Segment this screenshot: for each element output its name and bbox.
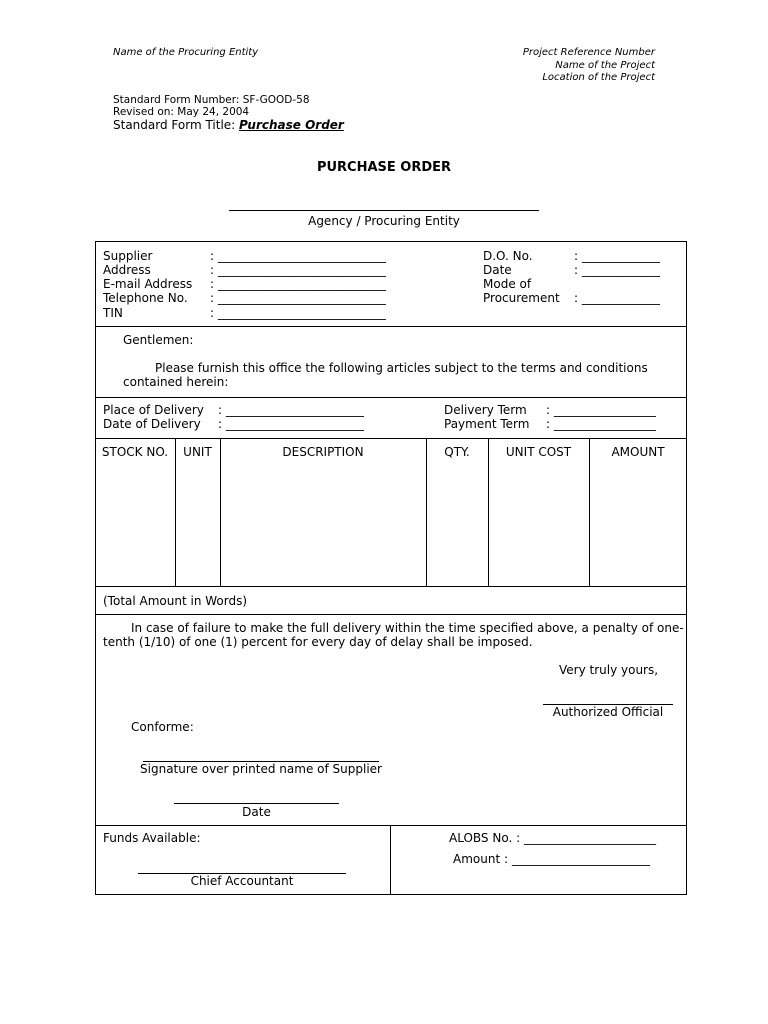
agency-caption: Agency / Procuring Entity — [308, 214, 460, 228]
total-amount-in-words-label: (Total Amount in Words) — [103, 594, 248, 608]
supplier-signature-label: Signature over printed name of Supplier — [140, 762, 382, 776]
form-title — [113, 118, 344, 132]
project-location-label: Location of the Project — [542, 72, 655, 83]
do-no-field[interactable]: : _____________ — [574, 249, 660, 263]
place-of-delivery-field[interactable]: : _______________________ — [218, 403, 364, 417]
do-no-label: D.O. No. — [483, 249, 533, 263]
divider — [95, 586, 687, 587]
column-header-amount: AMOUNT — [611, 445, 665, 459]
address-field[interactable]: : ____________________________ — [210, 263, 386, 277]
very-truly-yours: Very truly yours, — [559, 663, 659, 677]
column-divider — [426, 438, 427, 586]
date-of-delivery-field[interactable]: : _______________________ — [218, 417, 364, 431]
authorized-official-label: Authorized Official — [552, 705, 664, 719]
column-divider — [589, 438, 590, 586]
divider — [95, 825, 687, 826]
conforme-date-label: Date — [242, 805, 271, 819]
delivery-term-field[interactable]: : _________________ — [546, 403, 656, 417]
funds-available-label: Funds Available: — [103, 831, 201, 845]
payment-term-label: Payment Term — [444, 417, 530, 431]
gentlemen-label: Gentlemen: — [123, 333, 194, 347]
chief-accountant-label: Chief Accountant — [190, 874, 294, 888]
form-title-value: Purchase Order — [239, 118, 344, 132]
date-label: Date — [483, 263, 512, 277]
tin-label: TIN — [103, 306, 123, 320]
supplier-field[interactable]: : ____________________________ — [210, 249, 386, 263]
column-header-qty: QTY. — [444, 445, 470, 459]
penalty-line-2: tenth (1/10) of one (1) percent for every day of delay shall be imposed. — [103, 635, 533, 649]
column-divider — [220, 438, 221, 586]
form-number: Standard Form Number: SF-GOOD-58 — [113, 94, 310, 106]
footer-divider — [390, 825, 391, 895]
divider — [95, 397, 687, 398]
column-header-stock-no: STOCK NO. — [101, 445, 169, 459]
column-header-description: DESCRIPTION — [282, 445, 364, 459]
conforme-label: Conforme: — [131, 720, 194, 734]
instruction-line-1: Please furnish this office the following articles subject to the terms and conditions — [155, 361, 648, 375]
delivery-term-label: Delivery Term — [444, 403, 527, 417]
supplier-label: Supplier — [103, 249, 153, 263]
payment-term-field[interactable]: : _________________ — [546, 417, 656, 431]
page-title: PURCHASE ORDER — [316, 160, 452, 175]
divider — [95, 438, 687, 439]
telephone-label: Telephone No. — [103, 291, 188, 305]
form-title-label: Standard Form Title: — [113, 118, 240, 132]
project-reference-label: Project Reference Number — [522, 47, 655, 58]
conforme-date-line[interactable] — [174, 803, 339, 804]
address-label: Address — [103, 263, 151, 277]
column-divider — [488, 438, 489, 586]
telephone-field[interactable]: : ____________________________ — [210, 291, 386, 305]
procurement-label: Procurement — [483, 291, 560, 305]
alobs-no-field[interactable]: ALOBS No. : ______________________ — [449, 831, 656, 845]
penalty-line-1: In case of failure to make the full delivery within the time specified above, a penalty of one- — [131, 621, 684, 635]
revised-on: Revised on: May 24, 2004 — [113, 106, 250, 118]
instruction-line-2: contained herein: — [123, 375, 229, 389]
column-header-unit-cost: UNIT COST — [505, 445, 572, 459]
date-of-delivery-label: Date of Delivery — [103, 417, 201, 431]
date-field[interactable]: : _____________ — [574, 263, 660, 277]
column-header-unit: UNIT — [183, 445, 212, 459]
project-name-label: Name of the Project — [555, 60, 655, 71]
email-label: E-mail Address — [103, 277, 193, 291]
email-field[interactable]: : ____________________________ — [210, 277, 386, 291]
agency-line — [229, 210, 539, 211]
divider — [95, 326, 687, 327]
tin-field[interactable]: : ____________________________ — [210, 306, 386, 320]
place-of-delivery-label: Place of Delivery — [103, 403, 204, 417]
divider — [95, 614, 687, 615]
footer-amount-field[interactable]: Amount : _______________________ — [453, 852, 650, 866]
procurement-field[interactable]: : _____________ — [574, 291, 660, 305]
procuring-entity-label: Name of the Procuring Entity — [113, 47, 259, 58]
mode-of-label: Mode of — [483, 277, 532, 291]
column-divider — [175, 438, 176, 586]
